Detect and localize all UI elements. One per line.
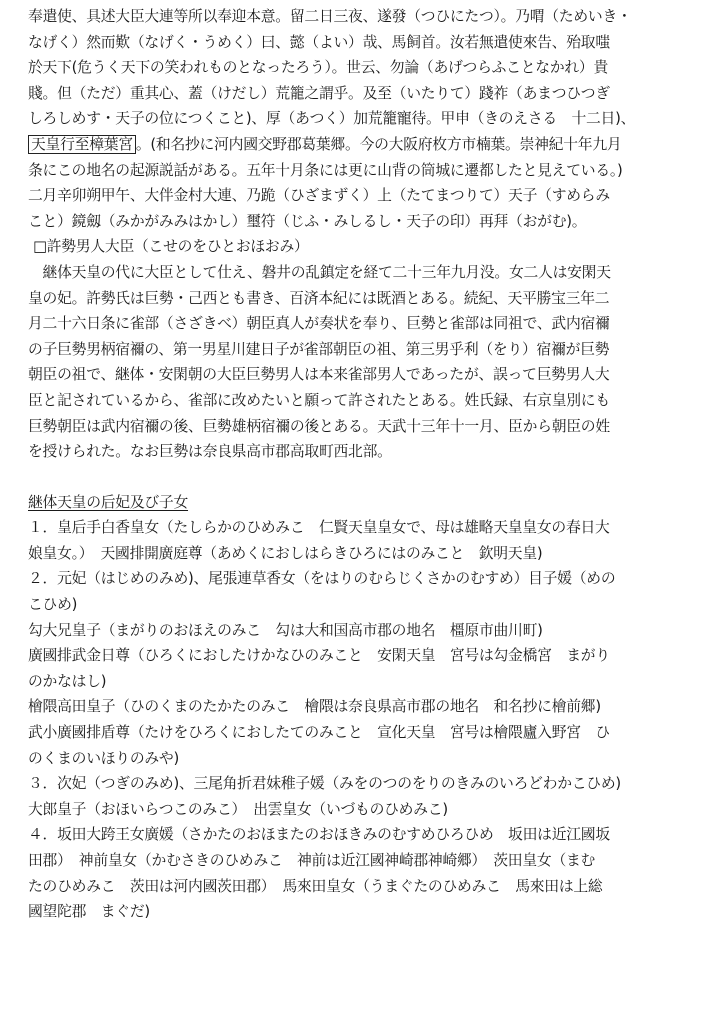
text-line: 大郎皇子（おほいらつこのみこ） 出雲皇女（いづものひめみこ)	[28, 800, 448, 818]
text-line: ４．坂田大跨王女廣媛（さかたのおほまたのおほきみのむすめひろひめ 坂田は近江國坂	[28, 826, 610, 844]
section-consorts-and-children	[28, 490, 694, 925]
section-heading-underlined	[28, 490, 694, 516]
text-line: こひめ)	[28, 596, 78, 614]
text-line: なげく）然而歎（なげく・うめく）曰、懿（よい）哉、馬飼首。汝若無遣使來告、殆取嗤	[28, 33, 610, 51]
text-line: のかなはし)	[28, 672, 107, 690]
text-line: 勾大兄皇子（まがりのおほえのみこ 勾は大和国高市郡の地名 橿原市曲川町)	[28, 621, 543, 639]
boxed-phrase: 天皇行至樟葉宮	[28, 135, 136, 154]
text-line: 条にこの地名の起源説話がある。五年十月条には更に山背の筒城に遷都したと見えている。)	[28, 161, 623, 179]
text-line: 賤。但（ただ）重其心、蓋（けだし）荒籠之謂乎。及至（いたりて）踐祚（あまつひつぎ	[28, 84, 610, 102]
text-line: を授けられた。なお巨勢は奈良県高市郡高取町西北部。	[28, 443, 392, 461]
text-line: ３．次妃（つぎのみめ)、三尾角折君妹稚子媛（みをのつのをりのきみのいろどわかこひめ)	[28, 775, 621, 793]
text-line: 田郡） 神前皇女（かむさきのひめみこ 神前は近江國神崎郡神崎郷） 茨田皇女（まむ	[28, 852, 596, 869]
text-line: 朝臣の祖で、継体・安閑朝の大臣巨勢男人は本来雀部男人であったが、誤って巨勢男人大	[28, 366, 610, 384]
text-line: １．皇后手白香皇女（たしらかのひめみこ 仁賢天皇皇女で、母は雄略天皇皇女の春日大	[28, 519, 610, 537]
section-kose-no-ohito	[28, 234, 694, 464]
text-line: 臣と記されているから、雀部に改めたいと願って許されたとある。姓氏録、右京皇別にも	[28, 391, 610, 409]
text-line: 皇の妃。許勢氏は巨勢・己西とも書き、百済本紀には既酒とある。続紀、天平勝宝三年二	[28, 289, 610, 307]
text-line: 奉遣使、具述大臣大連等所以奉迎本意。留二日三夜、遂發（つひにたつ）。乃喟（ためいき・	[28, 8, 632, 25]
text-line: 娘皇女。） 天國排開廣庭尊（あめくにおしはらきひろにはのみこと 欽明天皇)	[28, 544, 543, 562]
text-line: の子巨勢男柄宿禰の、第一男星川建日子が雀部朝臣の祖、第三男乎利（をり）宿禰が巨勢	[28, 340, 610, 358]
text-line: 二月辛卯朔甲午、大伴金村大連、乃跪（ひざまずく）上（たてまつりて）天子（すめらみ	[28, 187, 610, 205]
text-line: 月二十六日条に雀部（さざきべ）朝臣真人が奏状を奉り、巨勢と雀部は同祖で、武内宿禰	[28, 315, 610, 333]
text-line: 武小廣國排盾尊（たけをひろくにおしたてのみこと 宣化天皇 宮号は檜隈廬入野宮 ひ	[28, 724, 610, 742]
section-spacer	[28, 465, 694, 490]
text-line-with-boxed-phrase	[28, 132, 694, 158]
text-line: 継体天皇の代に大臣として仕え、磐井の乱鎮定を経て二十三年九月没。女二人は安閑天	[28, 263, 611, 281]
text-line: こと）鏡劔（みかがみみはかし）璽符（じふ・みしるし・天子の印）再拜（おがむ)。	[28, 212, 587, 230]
text-line: 檜隈高田皇子（ひのくまのたかたのみこ 檜隈は奈良県高市郡の地名 和名抄に檜前郷)	[28, 698, 601, 716]
section-kami-sojourn	[28, 4, 694, 234]
underlined-heading: 継体天皇の后妃及び子女	[28, 493, 189, 511]
text-line: たのひめみこ 茨田は河内國茨田郡） 馬來田皇女（うまぐたのひめみこ 馬來田は上総	[28, 877, 603, 895]
text-line-rest: 。(和名抄に河内國交野郡葛葉郷。今の大阪府枚方市楠葉。崇神紀十年九月	[135, 135, 622, 153]
text-line: しろしめす・天子の位につくこと)、厚（あつく）加荒籠寵待。甲申（きのえさる 十二日)、	[28, 110, 636, 128]
section-heading: □許勢男人大臣（こせのをひとおほおみ）	[33, 238, 309, 256]
text-line: 巨勢朝臣は武内宿禰の後、巨勢雄柄宿禰の後とある。天武十三年十一月、臣から朝臣の姓	[28, 417, 610, 435]
text-line: のくまのいほりのみや)	[28, 749, 179, 767]
text-line: 於天下(危うく天下の笑われものとなったろう）。世云、勿論（あげつらふことなかれ）貴	[28, 59, 609, 77]
text-line: ２．元妃（はじめのみめ)、尾張連草香女（をはりのむらじくさかのむすめ）目子媛（めの	[28, 570, 616, 588]
text-line: 國望陀郡 まぐだ)	[28, 903, 150, 921]
text-line: 廣國排武金日尊（ひろくにおしたけかなひのみこと 安閑天皇 宮号は勾金橋宮 まがり	[28, 647, 610, 665]
